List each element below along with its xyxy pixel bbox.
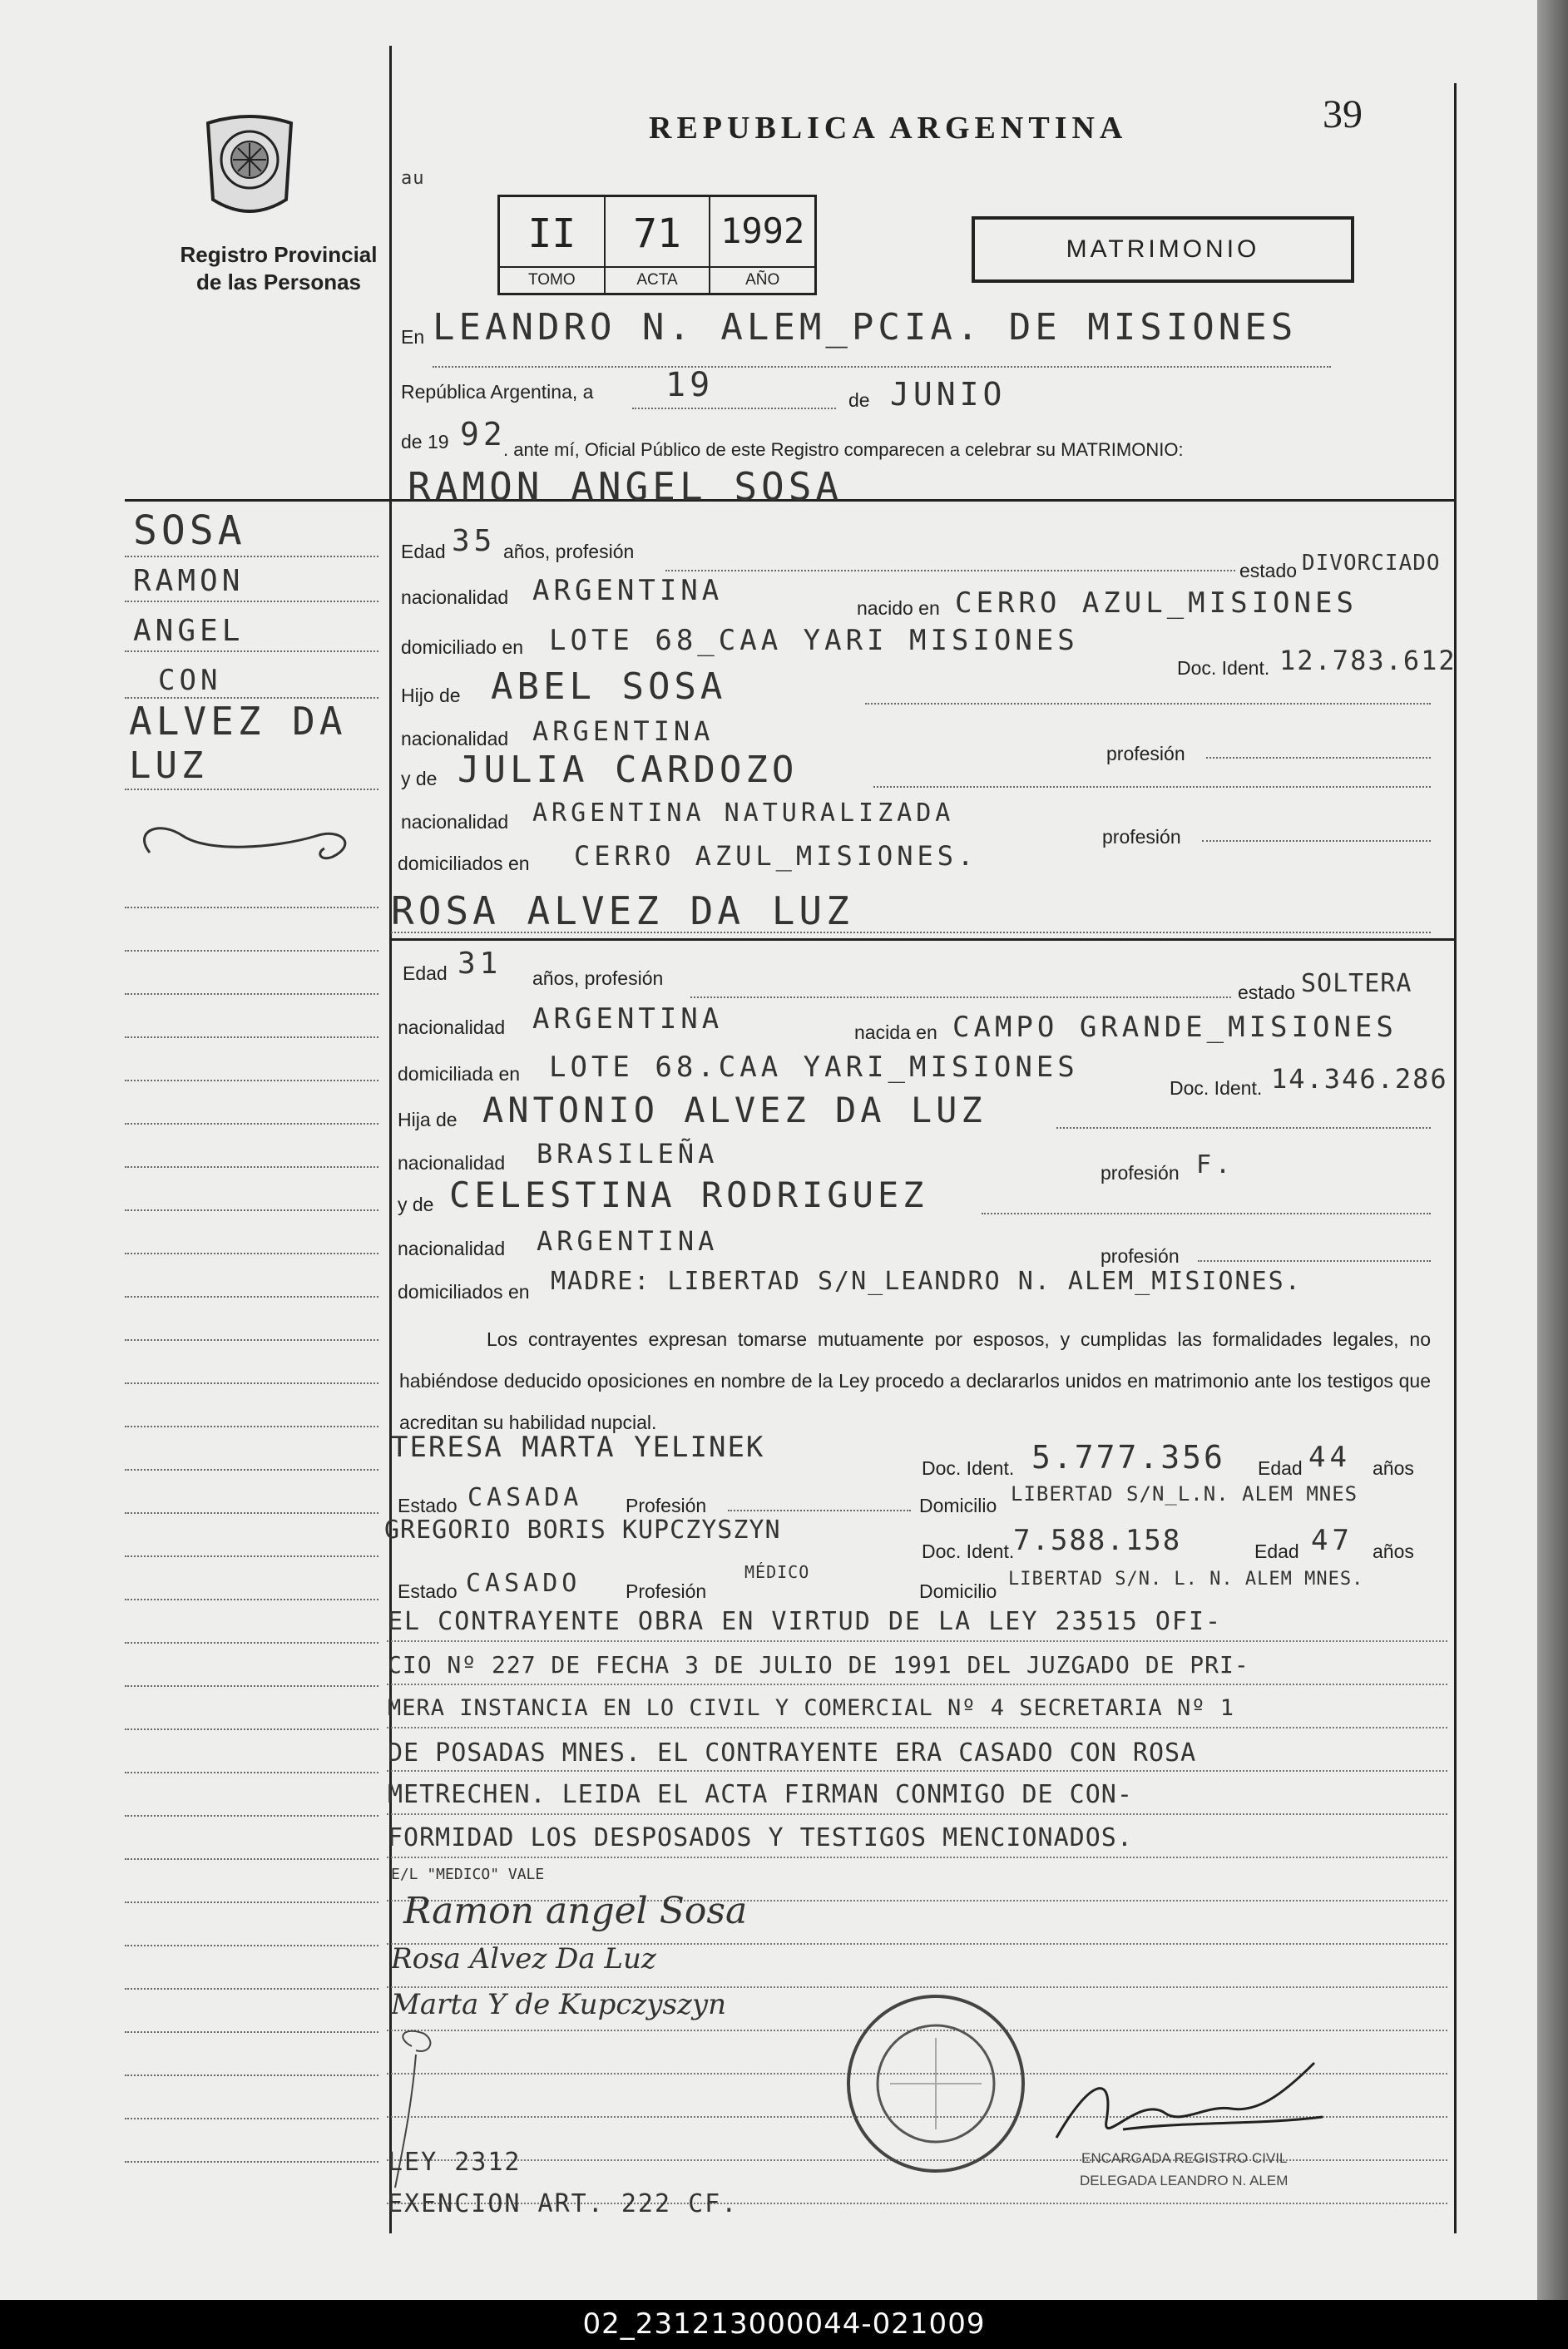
groom-estado: DIVORCIADO: [1302, 551, 1441, 576]
bride-signature: Rosa Alvez Da Luz: [391, 1942, 656, 1976]
groom-doc-label: Doc. Ident.: [1177, 657, 1270, 679]
groom-nacido: CERRO AZUL_MISIONES: [955, 586, 1358, 620]
acta-label: ACTA: [606, 266, 710, 293]
witness-2-anos-label: años: [1373, 1540, 1414, 1562]
bride-profesion-line: [690, 996, 1231, 998]
bride-padre: ANTONIO ALVEZ DA LUZ: [482, 1090, 987, 1130]
groom-madre-nac-label: nacionalidad: [401, 811, 509, 833]
groom-profesion-line: [665, 570, 1235, 571]
witness-2-prof-label: Profesión: [626, 1580, 707, 1602]
witness-2-doc: 7.588.158: [1013, 1524, 1182, 1557]
note-line-6: FORMIDAD LOS DESPOSADOS Y TESTIGOS MENCIONADOS.: [388, 1823, 1133, 1852]
groom-signature: Ramon angel Sosa: [403, 1890, 748, 1932]
margin-ruled-line: [125, 1685, 378, 1687]
official-stamp-line-2: DELEGADA LEANDRO N. ALEM: [1080, 2173, 1289, 2188]
bride-padre-nac-label: nacionalidad: [398, 1152, 506, 1174]
de19-label: de 19: [401, 431, 449, 452]
groom-madre: JULIA CARDOZO: [458, 749, 799, 791]
anio-value: 1992: [720, 210, 805, 251]
bride-edad: 31: [458, 947, 502, 981]
witness-2-profesion: MÉDICO: [744, 1562, 810, 1582]
margin-ruled-line: [125, 907, 378, 908]
groom-doc: 12.783.612: [1279, 645, 1457, 676]
witness-1-doc-label: Doc. Ident.: [922, 1457, 1015, 1479]
bride-padre-profesion: F.: [1196, 1150, 1235, 1179]
notes-ruled-line: [387, 1727, 1447, 1728]
bride-anos-label: años, profesión: [532, 967, 664, 989]
bride-madre: CELESTINA RODRIGUEZ: [449, 1174, 928, 1215]
margin-given1: RAMON: [133, 564, 245, 598]
scan-footer: [0, 2300, 1568, 2349]
groom-padres-domicilio: CERRO AZUL_MISIONES.: [574, 840, 978, 872]
margin-ruled-line: [125, 1339, 378, 1341]
bride-doc: 14.346.286: [1271, 1063, 1448, 1095]
acta-value: 71: [633, 210, 681, 257]
tomo-label: TOMO: [500, 266, 604, 293]
bride-estado: SOLTERA: [1301, 969, 1412, 998]
bride-estado-label: estado: [1238, 982, 1296, 1003]
groom-nac-label: nacionalidad: [401, 586, 509, 608]
groom-madre-prof-label: profesión: [1102, 826, 1181, 848]
margin-ruled-line: [125, 950, 378, 952]
notes-ruled-line: [387, 1640, 1447, 1642]
note-line-5: METRECHEN. LEIDA EL ACTA FIRMAN CONMIGO DE CON-: [388, 1780, 1133, 1809]
bride-madre-prof-line: [1198, 1260, 1431, 1262]
witness-1-estado: CASADA: [467, 1483, 583, 1512]
acta-cell: [606, 197, 711, 293]
bride-madre-line: [982, 1213, 1431, 1214]
margin-ruled-line: [125, 1988, 378, 1990]
witness-1-prof-label: Profesión: [626, 1495, 707, 1516]
ley-note: LEY 2312: [388, 2148, 522, 2177]
groom-madre-nacionalidad: ARGENTINA NATURALIZADA: [532, 799, 955, 828]
scan-id: 02_231213000044-021009: [582, 2307, 986, 2341]
margin-ruled-line: [125, 1296, 378, 1298]
margin-line: [125, 650, 378, 652]
groom-name: RAMON ANGEL SOSA: [408, 464, 843, 509]
margin-ruled-line: [125, 2161, 378, 2163]
groom-padre-prof-label: profesión: [1106, 743, 1185, 764]
margin-ruled-line: [125, 1123, 378, 1125]
year-suffix: 92: [460, 416, 507, 452]
bride-nac-label: nacionalidad: [398, 1016, 506, 1038]
note-line-2: CIO Nº 227 DE FECHA 3 DE JULIO DE 1991 DEL JUZGADO DE PRI-: [388, 1651, 1249, 1679]
record-reference-box: [497, 195, 817, 295]
month: JUNIO: [890, 376, 1007, 413]
groom-domiciliados-label: domiciliados en: [398, 853, 530, 874]
margin-ruled-line: [125, 1080, 378, 1081]
witness-1-anos-label: años: [1373, 1457, 1414, 1479]
place-line: [433, 366, 1331, 368]
bride-madre-nac-label: nacionalidad: [398, 1238, 506, 1259]
erratum-note: E/L "MEDICO" VALE: [391, 1866, 545, 1883]
anio-label: AÑO: [710, 266, 814, 293]
witness-1-edad-label: Edad: [1258, 1457, 1303, 1479]
official-signature: [1040, 2046, 1339, 2163]
notes-ruled-line: [387, 1857, 1447, 1858]
groom-hijo-label: Hijo de: [401, 685, 461, 706]
groom-padre-nacionalidad: ARGENTINA: [532, 715, 715, 747]
groom-madre-line: [873, 786, 1431, 788]
day-line: [632, 408, 836, 409]
registry-office-name: [125, 241, 433, 296]
margin-ruled-line: [125, 993, 378, 995]
country-title: REPUBLICA ARGENTINA: [649, 111, 1128, 146]
note-line-1: EL CONTRAYENTE OBRA EN VIRTUD DE LA LEY 23515 OFI-: [388, 1607, 1223, 1636]
witness-2-edad-label: Edad: [1254, 1540, 1299, 1562]
margin-ruled-line: [125, 1599, 378, 1600]
tomo-value: II: [527, 210, 576, 257]
bride-section-divider: [389, 938, 1454, 941]
groom-padre-line: [865, 703, 1431, 705]
margin-ruled-line: [125, 2075, 378, 2076]
groom-yde-label: y de: [401, 768, 438, 789]
groom-edad-label: Edad: [401, 541, 446, 562]
margin-closing-flourish: [125, 815, 366, 873]
groom-padre-nac-label: nacionalidad: [401, 728, 509, 749]
tomo-cell: [500, 197, 606, 293]
bride-domicilio: LOTE 68.CAA YARI_MISIONES: [549, 1051, 1079, 1084]
witness-2-domicilio: LIBERTAD S/N. L. N. ALEM MNES.: [1008, 1569, 1364, 1590]
witness-2-estado: CASADO: [466, 1569, 581, 1598]
witness-1-domicilio: LIBERTAD S/N_L.N. ALEM MNES: [1011, 1482, 1358, 1506]
bride-nacido: CAMPO GRANDE_MISIONES: [952, 1011, 1397, 1044]
notes-ruled-line: [387, 1813, 1447, 1815]
margin-ruled-line: [125, 2118, 378, 2119]
left-margin-line: [389, 46, 392, 2233]
witness-signature: Marta Y de Kupczyszyn: [391, 1988, 726, 2021]
margin-line: [125, 601, 378, 602]
record-type-box: MATRIMONIO: [972, 216, 1354, 283]
declaration: Los contrayentes expresan tomarse mutuamente por esposos, y cumplidas las formalidades legales, no habiéndose deducido oposiciones en nombre de la Ley procedo a declararlos unidos en matrimonio ante los testigos que acreditan su habilidad nupcial.: [399, 1328, 1431, 1433]
bride-edad-label: Edad: [403, 962, 448, 984]
note-line-4: DE POSADAS MNES. EL CONTRAYENTE ERA CASADO CON ROSA: [388, 1738, 1197, 1768]
witness-1-edad: 44: [1308, 1441, 1351, 1474]
margin-ruled-line: [125, 1772, 378, 1773]
margin-ruled-line: [125, 1036, 378, 1038]
bride-nacionalidad: ARGENTINA: [532, 1002, 724, 1036]
notes-ruled-line: [387, 1684, 1447, 1685]
margin-bride2: LUZ: [129, 744, 208, 787]
bride-padre-line: [1056, 1127, 1431, 1129]
bride-domiciliados-label: domiciliados en: [398, 1281, 530, 1303]
office-line-1: Registro Provincial: [180, 242, 378, 267]
notes-ruled-line: [387, 1770, 1447, 1772]
en-label: En: [401, 326, 425, 348]
bride-madre-nacionalidad: ARGENTINA: [537, 1225, 719, 1257]
margin-ruled-line: [125, 1642, 378, 1644]
groom-domicilio: LOTE 68_CAA YARI MISIONES: [549, 624, 1079, 657]
office-line-2: de las Personas: [196, 270, 361, 294]
declaration-text: [399, 1318, 1431, 1443]
margin-ruled-line: [125, 1166, 378, 1168]
margin-ruled-line: [125, 1555, 378, 1557]
republica-label: República Argentina, a: [401, 381, 594, 403]
witness-1-dom-label: Domicilio: [919, 1495, 997, 1516]
margin-line: [125, 789, 378, 790]
groom-nacido-label: nacido en: [857, 597, 940, 619]
margin-surname: SOSA: [133, 507, 246, 554]
margin-ruled-line: [125, 1253, 378, 1254]
civil-registry-stamp-icon: [840, 1988, 1031, 2179]
witness-1-estado-label: Estado: [398, 1495, 458, 1516]
bride-dom-label: domiciliada en: [398, 1063, 521, 1085]
exencion-note: EXENCION ART. 222 CF.: [388, 2189, 739, 2218]
margin-ruled-line: [125, 1815, 378, 1817]
witness-2-edad: 47: [1311, 1524, 1353, 1557]
margin-con: CON: [158, 664, 222, 697]
margin-bride1: ALVEZ DA: [129, 699, 347, 744]
groom-padre-prof-line: [1206, 757, 1431, 759]
margin-ruled-line: [125, 1512, 378, 1514]
witness-1-name: TERESA MARTA YELINEK: [391, 1431, 765, 1464]
bride-name-line: [391, 932, 1431, 933]
margin-ruled-line: [125, 2031, 378, 2033]
margin-ruled-line: [125, 1426, 378, 1427]
bride-yde-label: y de: [398, 1194, 434, 1215]
margin-ruled-line: [125, 1469, 378, 1471]
margin-ruled-line: [125, 1858, 378, 1860]
margin-ruled-line: [125, 1209, 378, 1211]
book-spine-edge: [1537, 0, 1568, 2300]
corner-note: au: [401, 168, 425, 189]
witness-1-prof-line: [728, 1510, 911, 1511]
witness-1-doc: 5.777.356: [1031, 1439, 1225, 1476]
bride-doc-label: Doc. Ident.: [1170, 1077, 1263, 1099]
place: LEANDRO N. ALEM_PCIA. DE MISIONES: [433, 306, 1298, 349]
bride-name: ROSA ALVEZ DA LUZ: [391, 888, 853, 933]
groom-dom-label: domiciliado en: [401, 636, 524, 658]
bride-padre-nacionalidad: BRASILEÑA: [537, 1138, 719, 1170]
right-border-line: [1454, 83, 1457, 2233]
margin-line: [125, 556, 378, 557]
official-stamp-line-1: ENCARGADA REGISTRO CIVIL: [1081, 2150, 1288, 2166]
witness-2-dom-label: Domicilio: [919, 1580, 997, 1602]
margin-given2: ANGEL: [133, 614, 245, 648]
note-line-3: MERA INSTANCIA EN LO CIVIL Y COMERCIAL Nº 4 SECRETARIA Nº 1: [388, 1695, 1235, 1721]
witness-2-name: GREGORIO BORIS KUPCZYSZYN: [384, 1516, 781, 1545]
bride-madre-prof-label: profesión: [1101, 1245, 1180, 1267]
provincial-seal-icon: [200, 108, 299, 225]
day: 19: [665, 366, 715, 404]
margin-ruled-line: [125, 1945, 378, 1946]
groom-edad: 35: [452, 524, 497, 558]
margin-ruled-line: [125, 1901, 378, 1903]
witness-2-estado-label: Estado: [398, 1580, 458, 1602]
groom-estado-label: estado: [1239, 560, 1298, 581]
bride-nacido-label: nacida en: [854, 1021, 937, 1043]
groom-anos-label: años, profesión: [503, 541, 635, 562]
witness-2-doc-label: Doc. Ident.: [922, 1540, 1015, 1562]
anio-cell: [710, 197, 814, 293]
ante-text: . ante mí, Oficial Público de este Registro comparecen a celebrar su MATRIMONIO:: [503, 439, 1184, 460]
page-number: 39: [1323, 92, 1363, 136]
groom-padre: ABEL SOSA: [491, 665, 727, 708]
bride-padres-domicilio: MADRE: LIBERTAD S/N_LEANDRO N. ALEM_MISIONES.: [551, 1267, 1302, 1296]
margin-ruled-line: [125, 1382, 378, 1384]
de-label: de: [848, 389, 870, 411]
bride-hija-label: Hija de: [398, 1109, 458, 1130]
bride-padre-prof-label: profesión: [1101, 1162, 1180, 1184]
groom-nacionalidad: ARGENTINA: [532, 574, 724, 607]
margin-ruled-line: [125, 1728, 378, 1730]
groom-madre-prof-line: [1202, 840, 1431, 842]
